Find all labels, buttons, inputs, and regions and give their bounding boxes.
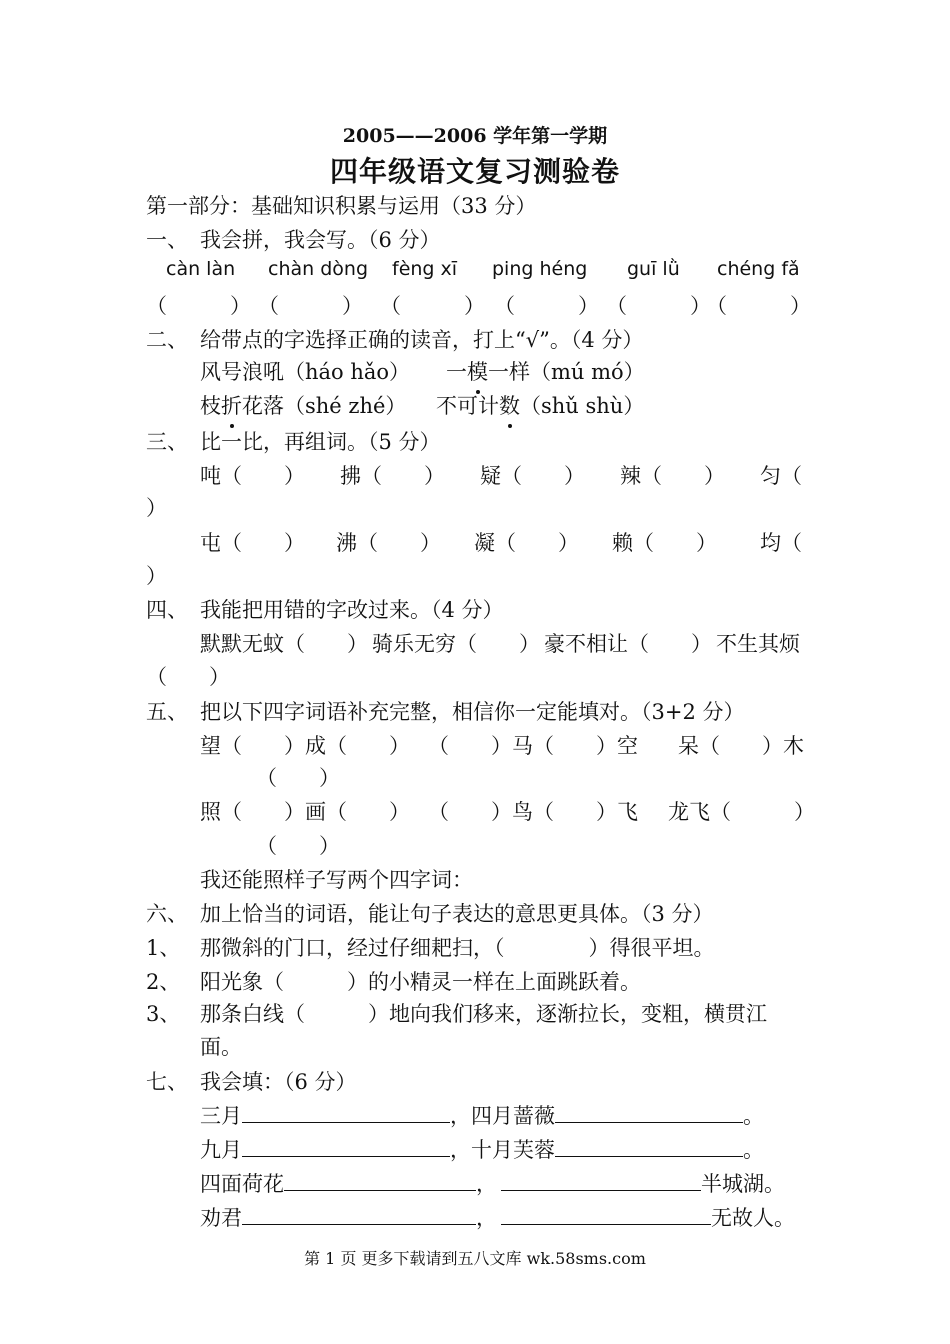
q6-number: 六、 — [146, 902, 188, 926]
answer-paren-6: （ ） — [706, 294, 811, 318]
q2-item-1-pre: 风号 — [200, 360, 242, 384]
q2-title: 给带点的字选择正确的读音，打上“√”。（4 分） — [200, 328, 644, 352]
q2-item-2-pre: 一 — [446, 360, 467, 384]
q2-item-4-pre: 不可计 — [436, 394, 499, 418]
page-title: 四年级语文复习测验卷 — [329, 155, 620, 188]
fill-blank-1[interactable] — [242, 1102, 450, 1123]
q5-extra: 我还能照样子写两个四字词： — [200, 868, 473, 892]
q7-line-4-start: 劝君 — [200, 1206, 242, 1230]
q5-title: 把以下四字词语补充完整，相信你一定能填对。（3+2 分） — [200, 700, 745, 724]
q6-title: 加上恰当的词语，能让句子表达的意思更具体。（3 分） — [200, 902, 714, 926]
q4-item-1: 默默无蚊（ ） — [200, 632, 368, 656]
q4-item-4: 不生其烦 — [716, 632, 800, 656]
q2-number: 二、 — [146, 328, 188, 352]
answer-paren-4: （ ） — [494, 294, 599, 318]
q7-line-2-mid: ，十月芙蓉 — [450, 1138, 555, 1162]
q4-wrap: （ ） — [146, 665, 230, 689]
q4-title: 我能把用错的字改过来。（4 分） — [200, 598, 504, 622]
pinyin-6: chéng fǎ — [717, 258, 800, 280]
fill-blank-5[interactable] — [284, 1170, 476, 1191]
q7-line-3-end: 半城湖。 — [701, 1172, 785, 1196]
answer-paren-5: （ ） — [606, 294, 711, 318]
q5-idiom-6: 龙飞（ ） — [668, 800, 815, 824]
q6-item-1-number: 1、 — [146, 936, 181, 960]
q2-item-3 — [200, 390, 406, 420]
q3-title: 比一比，再组词。（5 分） — [200, 430, 441, 454]
q5-idiom-2: （ ）马（ ）空 — [428, 734, 638, 758]
q2-item-2-dotted: 模 — [467, 356, 488, 386]
pinyin-1: càn làn — [166, 258, 236, 280]
q7-line-2-start: 九月 — [200, 1138, 242, 1162]
q6-item-3: 那条白线（ ）地向我们移来，逐渐拉长，变粗，横贯江 — [200, 1002, 767, 1026]
q7-line-1-mid: ，四月蔷薇 — [450, 1104, 555, 1128]
answer-paren-3: （ ） — [380, 294, 485, 318]
q2-item-2 — [446, 356, 645, 386]
q2-item-4-post: （shǔ shù） — [520, 394, 645, 418]
q3-row2-wrap: ） — [146, 564, 167, 588]
q3-word-9: 赖（ ） — [612, 531, 717, 555]
fill-blank-6[interactable] — [501, 1170, 701, 1191]
q3-row1-wrap: ） — [146, 496, 167, 520]
school-year: 2005——2006 学年第一学期 — [342, 125, 608, 147]
q1-title: 我会拼，我会写。（6 分） — [200, 228, 441, 252]
q5-row1-wrap: （ ） — [256, 766, 340, 790]
q7-line-1-start: 三月 — [200, 1104, 242, 1128]
q3-word-4: 辣（ ） — [620, 464, 725, 488]
q2-item-3-post: 花落（shé zhé） — [242, 394, 407, 418]
q5-idiom-4: 照（ ）画（ ） — [200, 800, 410, 824]
q4-item-3: 豪不相让（ ） — [544, 632, 712, 656]
q2-item-1 — [200, 356, 410, 386]
q3-word-5: 匀（ — [760, 464, 802, 488]
q3-word-3: 疑（ ） — [480, 464, 585, 488]
fill-blank-7[interactable] — [242, 1204, 476, 1225]
q7-line-1 — [200, 1100, 764, 1130]
q3-word-1: 吨（ ） — [200, 464, 305, 488]
q2-item-4 — [436, 390, 644, 420]
q3-word-6: 屯（ ） — [200, 531, 305, 555]
pinyin-2: chàn dòng — [268, 258, 369, 280]
q7-number: 七、 — [146, 1070, 188, 1094]
q5-number: 五、 — [146, 700, 188, 724]
q5-idiom-1: 望（ ）成（ ） — [200, 734, 410, 758]
q7-line-4 — [200, 1202, 795, 1232]
q2-item-3-pre: 枝 — [200, 394, 221, 418]
q7-line-1-end: 。 — [743, 1104, 764, 1128]
q7-line-3-mid: ， — [476, 1172, 497, 1196]
q7-line-4-end: 无故人。 — [711, 1206, 795, 1230]
answer-paren-1: （ ） — [146, 294, 251, 318]
part1-heading: 第一部分：基础知识积累与运用（33 分） — [146, 194, 537, 218]
q7-line-3-start: 四面荷花 — [200, 1172, 284, 1196]
answer-paren-2: （ ） — [258, 294, 363, 318]
q3-word-2: 拂（ ） — [340, 464, 445, 488]
q4-item-2: 骑乐无穷（ ） — [372, 632, 540, 656]
q3-word-7: 沸（ ） — [336, 531, 441, 555]
fill-blank-8[interactable] — [501, 1204, 711, 1225]
q6-item-1: 那微斜的门口，经过仔细耙扫，（ ）得很平坦。 — [200, 936, 715, 960]
q2-item-1-post: 浪吼（háo hǎo） — [242, 360, 411, 384]
q7-line-2-end: 。 — [743, 1138, 764, 1162]
q7-title: 我会填：（6 分） — [200, 1070, 357, 1094]
page-footer: 第 1 页 更多下载请到五八文库 wk.58sms.com — [304, 1249, 646, 1268]
pinyin-5: guī lǜ — [627, 258, 680, 280]
pinyin-4: ping héng — [492, 258, 588, 280]
q5-idiom-5: （ ）鸟（ ）飞 — [428, 800, 638, 824]
q7-line-2 — [200, 1134, 764, 1164]
fill-blank-4[interactable] — [555, 1136, 743, 1157]
q3-number: 三、 — [146, 430, 188, 454]
q4-number: 四、 — [146, 598, 188, 622]
q6-item-3-number: 3、 — [146, 1002, 181, 1026]
fill-blank-3[interactable] — [242, 1136, 450, 1157]
pinyin-3: fèng xī — [392, 258, 458, 280]
q3-word-8: 凝（ ） — [474, 531, 579, 555]
q3-word-10: 均（ — [760, 531, 802, 555]
q5-row2-wrap: （ ） — [256, 834, 340, 858]
q7-line-3 — [200, 1168, 785, 1198]
q2-item-3-dotted: 折 — [221, 390, 242, 420]
q7-line-4-mid: ， — [476, 1206, 497, 1230]
q2-item-2-post: 一样（mú mó） — [488, 360, 645, 384]
q6-item-2-number: 2、 — [146, 970, 181, 994]
q2-item-4-dotted: 数 — [499, 390, 520, 420]
q1-number: 一、 — [146, 228, 188, 252]
q6-item-2: 阳光象（ ）的小精灵一样在上面跳跃着。 — [200, 970, 641, 994]
fill-blank-2[interactable] — [555, 1102, 743, 1123]
q6-item-3-wrap: 面。 — [200, 1035, 242, 1059]
q5-idiom-3: 呆（ ）木 — [678, 734, 804, 758]
